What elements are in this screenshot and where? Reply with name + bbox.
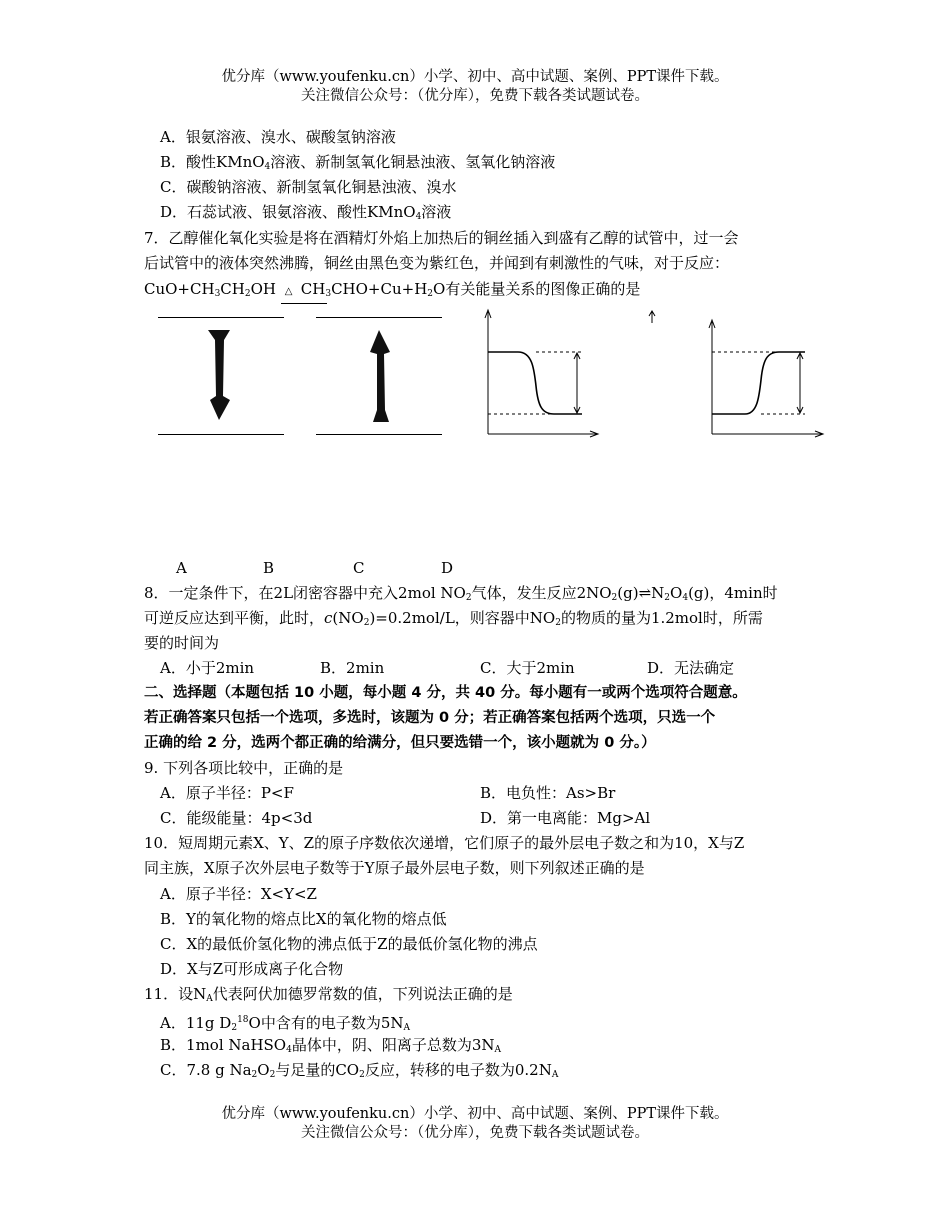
q10-stem-line2: 同主族，X原子次外层电子数等于Y原子最外层电子数，则下列叙述正确的是	[144, 859, 645, 877]
q8-option-b: B．2min	[320, 659, 385, 677]
fig-a-bottom-line	[158, 434, 284, 435]
fig-label-d: D	[441, 559, 454, 577]
q8-stem-line3: 要的时间为	[144, 634, 220, 652]
q7-equation: $CuO+CH_3CH_2OH$ △ $CH_3CHO+Cu+H_2O$有关能量关系的图像正确的是	[144, 279, 640, 304]
page-footer-line1: 优分库（www.youfenku.cn）小学、初中、高中试题、案例、PPT课件下载。	[221, 1106, 729, 1122]
q9-option-c: C．能级能量：4p<3d	[160, 809, 313, 827]
q6-option-c: C．碳酸钠溶液、新制氢氧化铜悬浊液、溴水	[160, 178, 457, 196]
q8-option-c: C．大于2min	[480, 659, 575, 677]
q10-option-b: B．Y的氧化物的熔点比X的氧化物的熔点低	[160, 910, 447, 928]
fig-b-top-line	[316, 317, 442, 318]
q8-option-a: A．小于2min	[160, 659, 255, 677]
q6-option-a: A．银氨溶液、溴水、碳酸氢钠溶液	[160, 128, 396, 146]
section2-heading-line3: 正确的给 2 分，选两个都正确的给满分，但只要选错一个，该小题就为 0 分。）	[144, 735, 656, 751]
delta-symbol: △	[284, 286, 293, 297]
q10-option-c: C．X的最低价氢化物的沸点低于Z的最低价氢化物的沸点	[160, 935, 538, 953]
q8-stem-line1: 8．一定条件下，在2L闭密容器中充入2mol $NO_2$气体，发生反应$2NO_2(g)\rightleftharpoons N_2O_4(g)$，4min时	[144, 584, 778, 603]
page-header-line2: 关注微信公众号：（优分库），免费下载各类试题试卷。	[301, 88, 649, 104]
q10-stem-line1: 10．短周期元素X、Y、Z的原子序数依次递增，它们原子的最外层电子数之和为10，X与Z	[144, 834, 745, 852]
fig-label-a: A	[176, 559, 187, 577]
fig-b-bottom-line	[316, 434, 442, 435]
q9-option-a: A．原子半径：P<F	[160, 784, 294, 802]
q10-option-d: D．X与Z可形成离子化合物	[160, 960, 344, 978]
q7-stem-line1: 7．乙醇催化氧化实验是将在酒精灯外焰上加热后的铜丝插入到盛有乙醇的试管中，过一会	[144, 229, 739, 247]
section2-heading-line2: 若正确答案只包括一个选项，多选时，该题为 0 分；若正确答案包括两个选项，只选一个	[144, 710, 716, 726]
page-header-line1: 优分库（www.youfenku.cn）小学、初中、高中试题、案例、PPT课件下载。	[221, 69, 729, 85]
section2-heading-line1: 二、选择题（本题包括 10 小题，每小题 4 分，共 40 分。每小题有一或两个选项符合题意。	[144, 685, 747, 701]
fig-a-top-line	[158, 317, 284, 318]
q11-option-c: C．7.8 g $Na_2O_2$与足量的$CO_2$反应，转移的电子数为$0.2N_A$	[160, 1061, 559, 1080]
q8-option-d: D．无法确定	[647, 659, 735, 677]
fig-d-energy-curve	[705, 318, 825, 438]
fig-b-up-arrow	[362, 326, 402, 426]
fig-c-energy-curve	[480, 306, 600, 438]
q11-stem: 11．设$N_A$代表阿伏加德罗常数的值，下列说法正确的是	[144, 985, 513, 1004]
q7-stem-line2: 后试管中的液体突然沸腾，铜丝由黑色变为紫红色，并闻到有刺激性的气味，对于反应：	[144, 254, 730, 272]
page-footer-line2: 关注微信公众号：（优分库），免费下载各类试题试卷。	[301, 1125, 649, 1141]
fig-label-c: C	[353, 559, 365, 577]
q6-option-b: B．酸性KMnO$_4$溶液、新制氢氧化铜悬浊液、氢氧化钠溶液	[160, 153, 556, 172]
fig-label-b: B	[263, 559, 275, 577]
equilibrium-arrow: ⇌	[638, 584, 652, 602]
q6-option-d: D．石蕊试液、银氨溶液、酸性KMnO$_4$溶液	[160, 203, 452, 222]
q8-stem-line2: 可逆反应达到平衡，此时，$c(NO_2)=0.2mol/L$，则容器中$NO_2$的物质的量为1.2mol时，所需	[144, 609, 763, 628]
q9-option-d: D．第一电离能：Mg>Al	[480, 809, 651, 827]
q9-option-b: B．电负性：As>Br	[480, 784, 616, 802]
fig-a-down-arrow	[200, 326, 240, 426]
stray-arrow-icon	[647, 310, 657, 324]
q11-option-b: B．1mol NaHSO$_4$晶体中，阴、阳离子总数为$3N_A$	[160, 1036, 502, 1055]
q10-option-a: A．原子半径：X<Y<Z	[160, 885, 317, 903]
q9-stem: 9. 下列各项比较中，正确的是	[144, 759, 344, 777]
q11-option-a: A．11g $D_2^{18}O$中含有的电子数为$5N_A$	[160, 1014, 410, 1033]
